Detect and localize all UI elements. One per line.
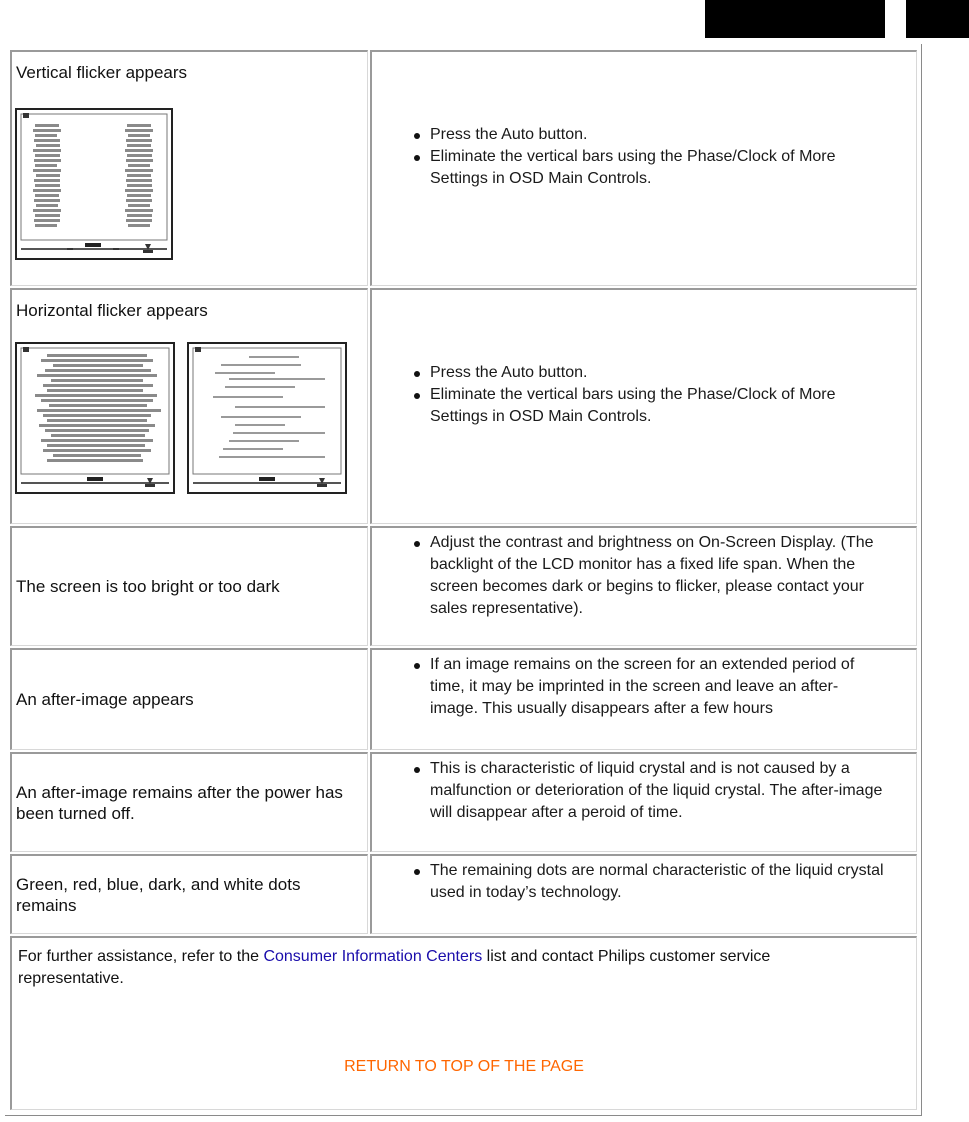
vertical-flicker-illustration: [15, 108, 173, 260]
solution-list: [400, 654, 908, 720]
problem-label: The screen is too bright or too dark: [16, 577, 280, 596]
problem-cell: [10, 752, 368, 852]
solution-list: [400, 860, 908, 904]
return-to-top-link[interactable]: RETURN TO TOP OF THE PAGE: [344, 1058, 584, 1075]
problem-label: Green, red, blue, dark, and white dots remains: [16, 874, 301, 915]
problem-label: An after-image appears: [16, 690, 194, 709]
consumer-information-centers-link[interactable]: Consumer Information Centers: [263, 948, 483, 965]
solution-cell: [370, 526, 917, 646]
solution-cell: [370, 648, 917, 750]
solution-list: [400, 124, 908, 190]
problem-cell: [10, 50, 368, 286]
solution-cell: [370, 854, 917, 934]
solution-item: Eliminate the vertical bars using the Phase/Clock of More Settings in OSD Main Controls.: [400, 384, 884, 428]
problem-label: Horizontal flicker appears: [16, 301, 208, 320]
footer-cell: [10, 936, 917, 1110]
footer-text-after: list and contact Philips customer service representative.: [18, 948, 771, 987]
horizontal-flicker-sparse-illustration: [187, 342, 347, 494]
solution-list: [400, 758, 908, 824]
solution-cell: [370, 50, 917, 286]
solution-item: If an image remains on the screen for an extended period of time, it may be imprinted in the screen and leave an after-image. This usually disappears after a few hours: [400, 654, 884, 720]
header-black-block: [705, 0, 885, 38]
horizontal-flicker-dense-illustration: [15, 342, 175, 494]
header-black-block-small: [906, 0, 969, 38]
solution-item: Press the Auto button.: [400, 124, 884, 146]
solution-list: [400, 362, 908, 428]
problem-label: Vertical flicker appears: [16, 63, 188, 82]
problem-cell: [10, 648, 368, 750]
problem-cell: [10, 854, 368, 934]
footer-text: [18, 946, 856, 990]
solution-item: Eliminate the vertical bars using the Phase/Clock of More Settings in OSD Main Controls.: [400, 146, 884, 190]
footer-text-before: For further assistance, refer to the: [18, 948, 264, 965]
troubleshooting-table: [5, 44, 922, 1116]
problem-label: An after-image remains after the power has been turned off.: [16, 782, 343, 823]
solution-item: Adjust the contrast and brightness on On-Screen Display. (The backlight of the LCD monitor has a fixed life span. When the screen becomes dark or begins to flicker, please contact your sales representative).: [400, 532, 884, 620]
solution-item: The remaining dots are normal characteristic of the liquid crystal used in today’s technology.: [400, 860, 884, 904]
solution-cell: [370, 288, 917, 524]
solution-list: [400, 532, 908, 620]
problem-cell: [10, 288, 368, 524]
solution-item: Press the Auto button.: [400, 362, 884, 384]
header-bar: [0, 0, 969, 40]
solution-item: This is characteristic of liquid crystal and is not caused by a malfunction or deterioration of the liquid crystal. The after-image will disappear after a peroid of time.: [400, 758, 884, 824]
problem-cell: [10, 526, 368, 646]
solution-cell: [370, 752, 917, 852]
